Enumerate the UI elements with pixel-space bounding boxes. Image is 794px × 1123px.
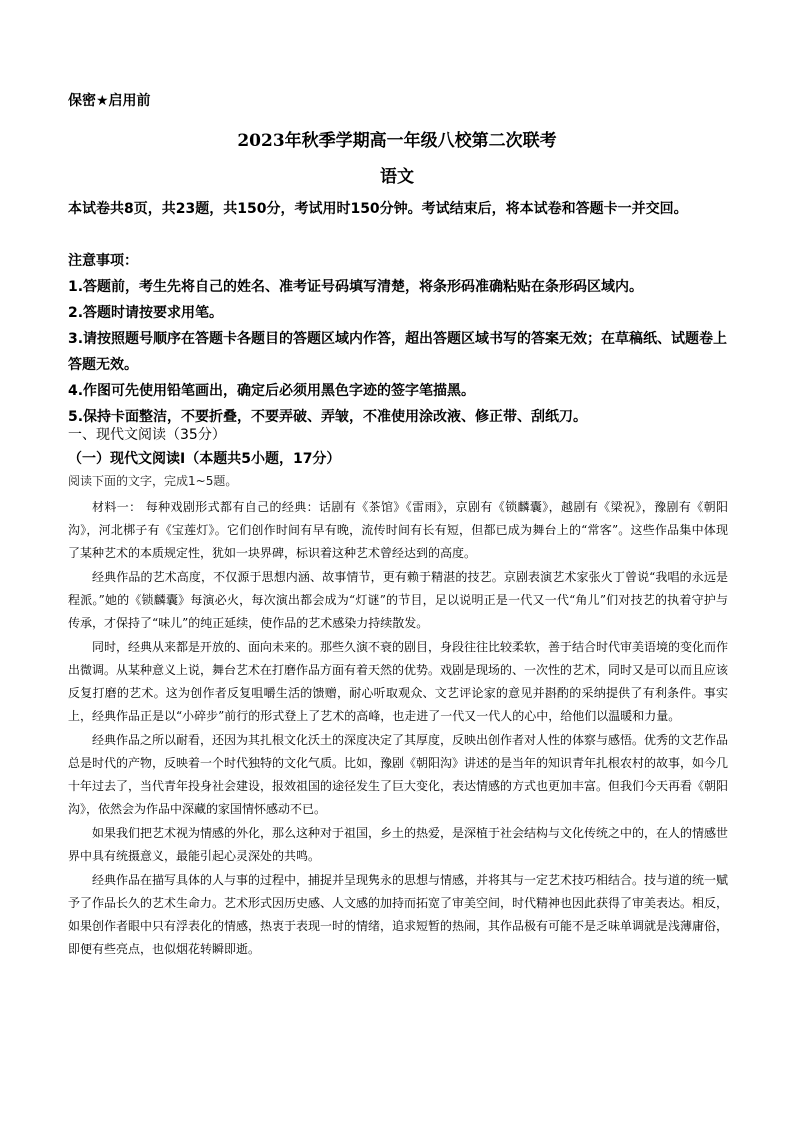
notice-title: 注意事项： xyxy=(68,253,138,269)
reading-instruction: 阅读下面的文字，完成1~5题。 xyxy=(68,474,238,488)
reading-passage xyxy=(68,496,728,962)
secret-label: 保密★启用前 xyxy=(68,93,151,109)
passage-paragraph: 材料一： 每种戏剧形式都有自己的经典：话剧有《茶馆》《雷雨》，京剧有《锁麟囊》，越剧有《梁祝》，豫剧有《朝阳沟》，河北梆子有《宝莲灯》。它们创作时间有早有晚，流传时间有长有短，但都已成为舞台上的“常客”。这些作品集中体现了某种艺术的本质规定性，犹如一块界碑，标识着这种艺术曾经达到的高度。 xyxy=(68,500,728,560)
notice-item: 2.答题时请按要求用笔。 xyxy=(68,305,224,321)
section-subtitle: （一）现代文阅读I（本题共5小题，17分） xyxy=(68,451,341,467)
passage-paragraph: 同时，经典从来都是开放的、面向未来的。那些久演不衰的剧目，身段往往比较柔软，善于结合时代审美语境的变化而作出微调。从某种意义上说，舞台艺术在打磨作品方面有着天然的优势。戏剧是现场的、一次性的艺术，同时又是可以而且应该反复打磨的艺术。这为创作者反复咀嚼生活的馈赠，耐心听取观众、文艺评论家的意见并斟酌的采纳提供了有利条件。事实上，经典作品正是以“小碎步”前行的形式登上了艺术的高峰，也走进了一代又一代人的心中，给他们以温暖和力量。 xyxy=(68,640,729,723)
exam-intro: 本试卷共8页，共23题，共150分，考试用时150分钟。考试结束后，将本试卷和答题卡一并交回。 xyxy=(68,201,688,217)
notice-item: 1.答题前，考生先将自己的姓名、准考证号码填写清楚，将条形码准确粘贴在条形码区域内。 xyxy=(68,279,644,295)
subject-title: 语文 xyxy=(380,167,414,187)
passage-paragraph: 经典作品在描写具体的人与事的过程中，捕捉并呈现隽永的思想与情感，并将其与一定艺术技巧相结合。技与道的统一赋予了作品长久的艺术生命力。艺术形式因历史感、人文感的加持而拓宽了审美空间，时代精神也因此获得了审美表达。相反，如果创作者眼中只有浮表化的情感，热衷于表现一时的情绪，追求短暂的热闹，其作品极有可能不是乏味单调就是浅薄庸俗，即便有些亮点，也似烟花转瞬即逝。 xyxy=(68,873,729,956)
notice-item: 4.作图可先使用铅笔画出，确定后必须用黑色字迹的签字笔描黑。 xyxy=(68,383,476,399)
passage-paragraph: 如果我们把艺术视为情感的外化，那么这种对于祖国，乡土的热爱，是深植于社会结构与文化传统之中的，在人的情感世界中具有统摄意义，最能引起心灵深处的共鸣。 xyxy=(68,826,729,863)
section-title: 一、现代文阅读（35分） xyxy=(68,427,226,443)
exam-title: 2023年秋季学期高一年级八校第二次联考 xyxy=(237,131,557,151)
notice-item: 5.保持卡面整洁，不要折叠，不要弄破、弄皱，不准使用涂改液、修正带、刮纸刀。 xyxy=(68,409,588,425)
notice-item: 3.请按照题号顺序在答题卡各题目的答题区域内作答，超出答题区域书写的答案无效；在草稿纸、试题卷上答题无效。 xyxy=(68,331,728,373)
passage-paragraph: 经典作品之所以耐看，还因为其扎根文化沃土的深度决定了其厚度，反映出创作者对人性的体察与感悟。优秀的文艺作品总是时代的产物，反映着一个时代独特的文化气质。比如，豫剧《朝阳沟》讲述的是当年的知识青年扎根农村的故事，如今几十年过去了，当代青年投身社会建设，报效祖国的途径发生了巨大变化，表达情感的方式也更加丰富。但我们今天再看《朝阳沟》，依然会为作品中深藏的家国情怀感动不已。 xyxy=(68,733,729,816)
passage-paragraph: 经典作品的艺术高度，不仅源于思想内涵、故事情节，更有赖于精湛的技艺。京剧表演艺术家张火丁曾说“我唱的永远是程派。”她的《锁麟囊》每演必火，每次演出都会成为“灯谜”的节目，足以说明正是一代又一代“角儿”们对技艺的执着守护与传承，才保持了“味儿”的纯正延续，使作品的艺术感染力持续散发。 xyxy=(68,570,728,630)
